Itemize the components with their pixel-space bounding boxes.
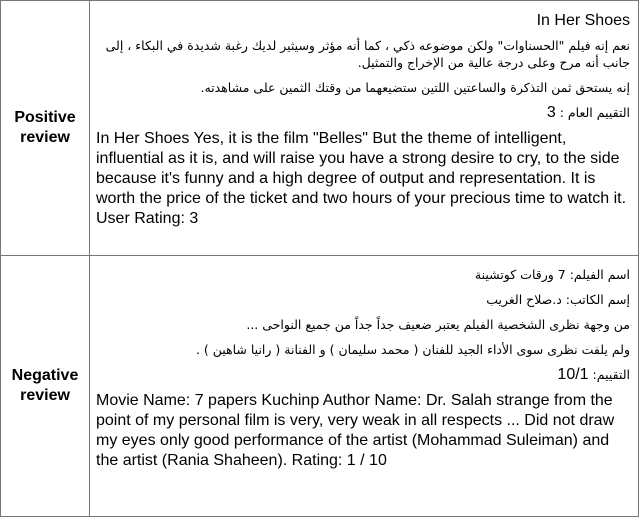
arabic-review-text: اسم الفيلم: 7 ورقات كوتشينة (474, 267, 630, 282)
positive-review-row (1, 1, 639, 256)
arabic-review-text: إسم الكاتب: د.صلاح الغريب (486, 292, 630, 307)
rating-label: التقييم: (588, 367, 630, 382)
label-line: review (20, 387, 70, 404)
rating-label: التقييم العام : (555, 105, 630, 120)
label-line: Positive (14, 109, 76, 126)
rating-value: 3 (546, 104, 556, 121)
label-line: Negative (11, 367, 79, 384)
arabic-rating (96, 366, 630, 383)
arabic-review-text: من وجهة نظرى الشخصية الفيلم يعتبر ضعيف جداً جداً من جميع النواحى ... (246, 317, 630, 332)
arabic-review-text: نعم إنه فيلم "الحسناوات" ولكن موضوعه ذكي ، كما أنه مؤثر وسيثير لديك رغبة شديدة في البكاء ، إلى جانب أنه مرح وعلى درجة عالية من الإخراج والتمثيل. (105, 38, 630, 70)
positive-review-label (1, 1, 90, 256)
negative-review-content (90, 256, 639, 517)
positive-review-content (90, 1, 639, 256)
label-line: review (20, 129, 70, 146)
arabic-review-text: إنه يستحق ثمن التذكرة والساعتين اللتين ستضيعهما من وقتك الثمين على مشاهدته. (200, 80, 630, 95)
english-translation: In Her Shoes Yes, it is the film "Belles" But the theme of intelligent, influential as it is, and will raise you have a strong desire to cry, to the side because it's funny and a high degree of output and representation. It is worth the price of the ticket and two hours of your precious time to watch it. User Rating: 3 (96, 130, 627, 227)
rating-value: 10/1 (557, 366, 589, 383)
negative-review-row (1, 256, 639, 517)
arabic-rating (96, 104, 630, 121)
movie-title: In Her Shoes (536, 12, 630, 29)
english-translation: Movie Name: 7 papers Kuchinp Author Name: Dr. Salah strange from the point of my personal film is very, very weak in all respects ... Did not draw my eyes only good performance of the artist (Mohammad Suleiman) and the artist (Rania Shaheen). Rating: 1 / 10 (96, 392, 615, 469)
negative-review-label (1, 256, 90, 517)
arabic-review-text: ولم يلفت نظرى سوى الأداء الجيد للفنان ( محمد سليمان ) و الفنانة ( رانيا شاهين ) . (195, 342, 630, 357)
